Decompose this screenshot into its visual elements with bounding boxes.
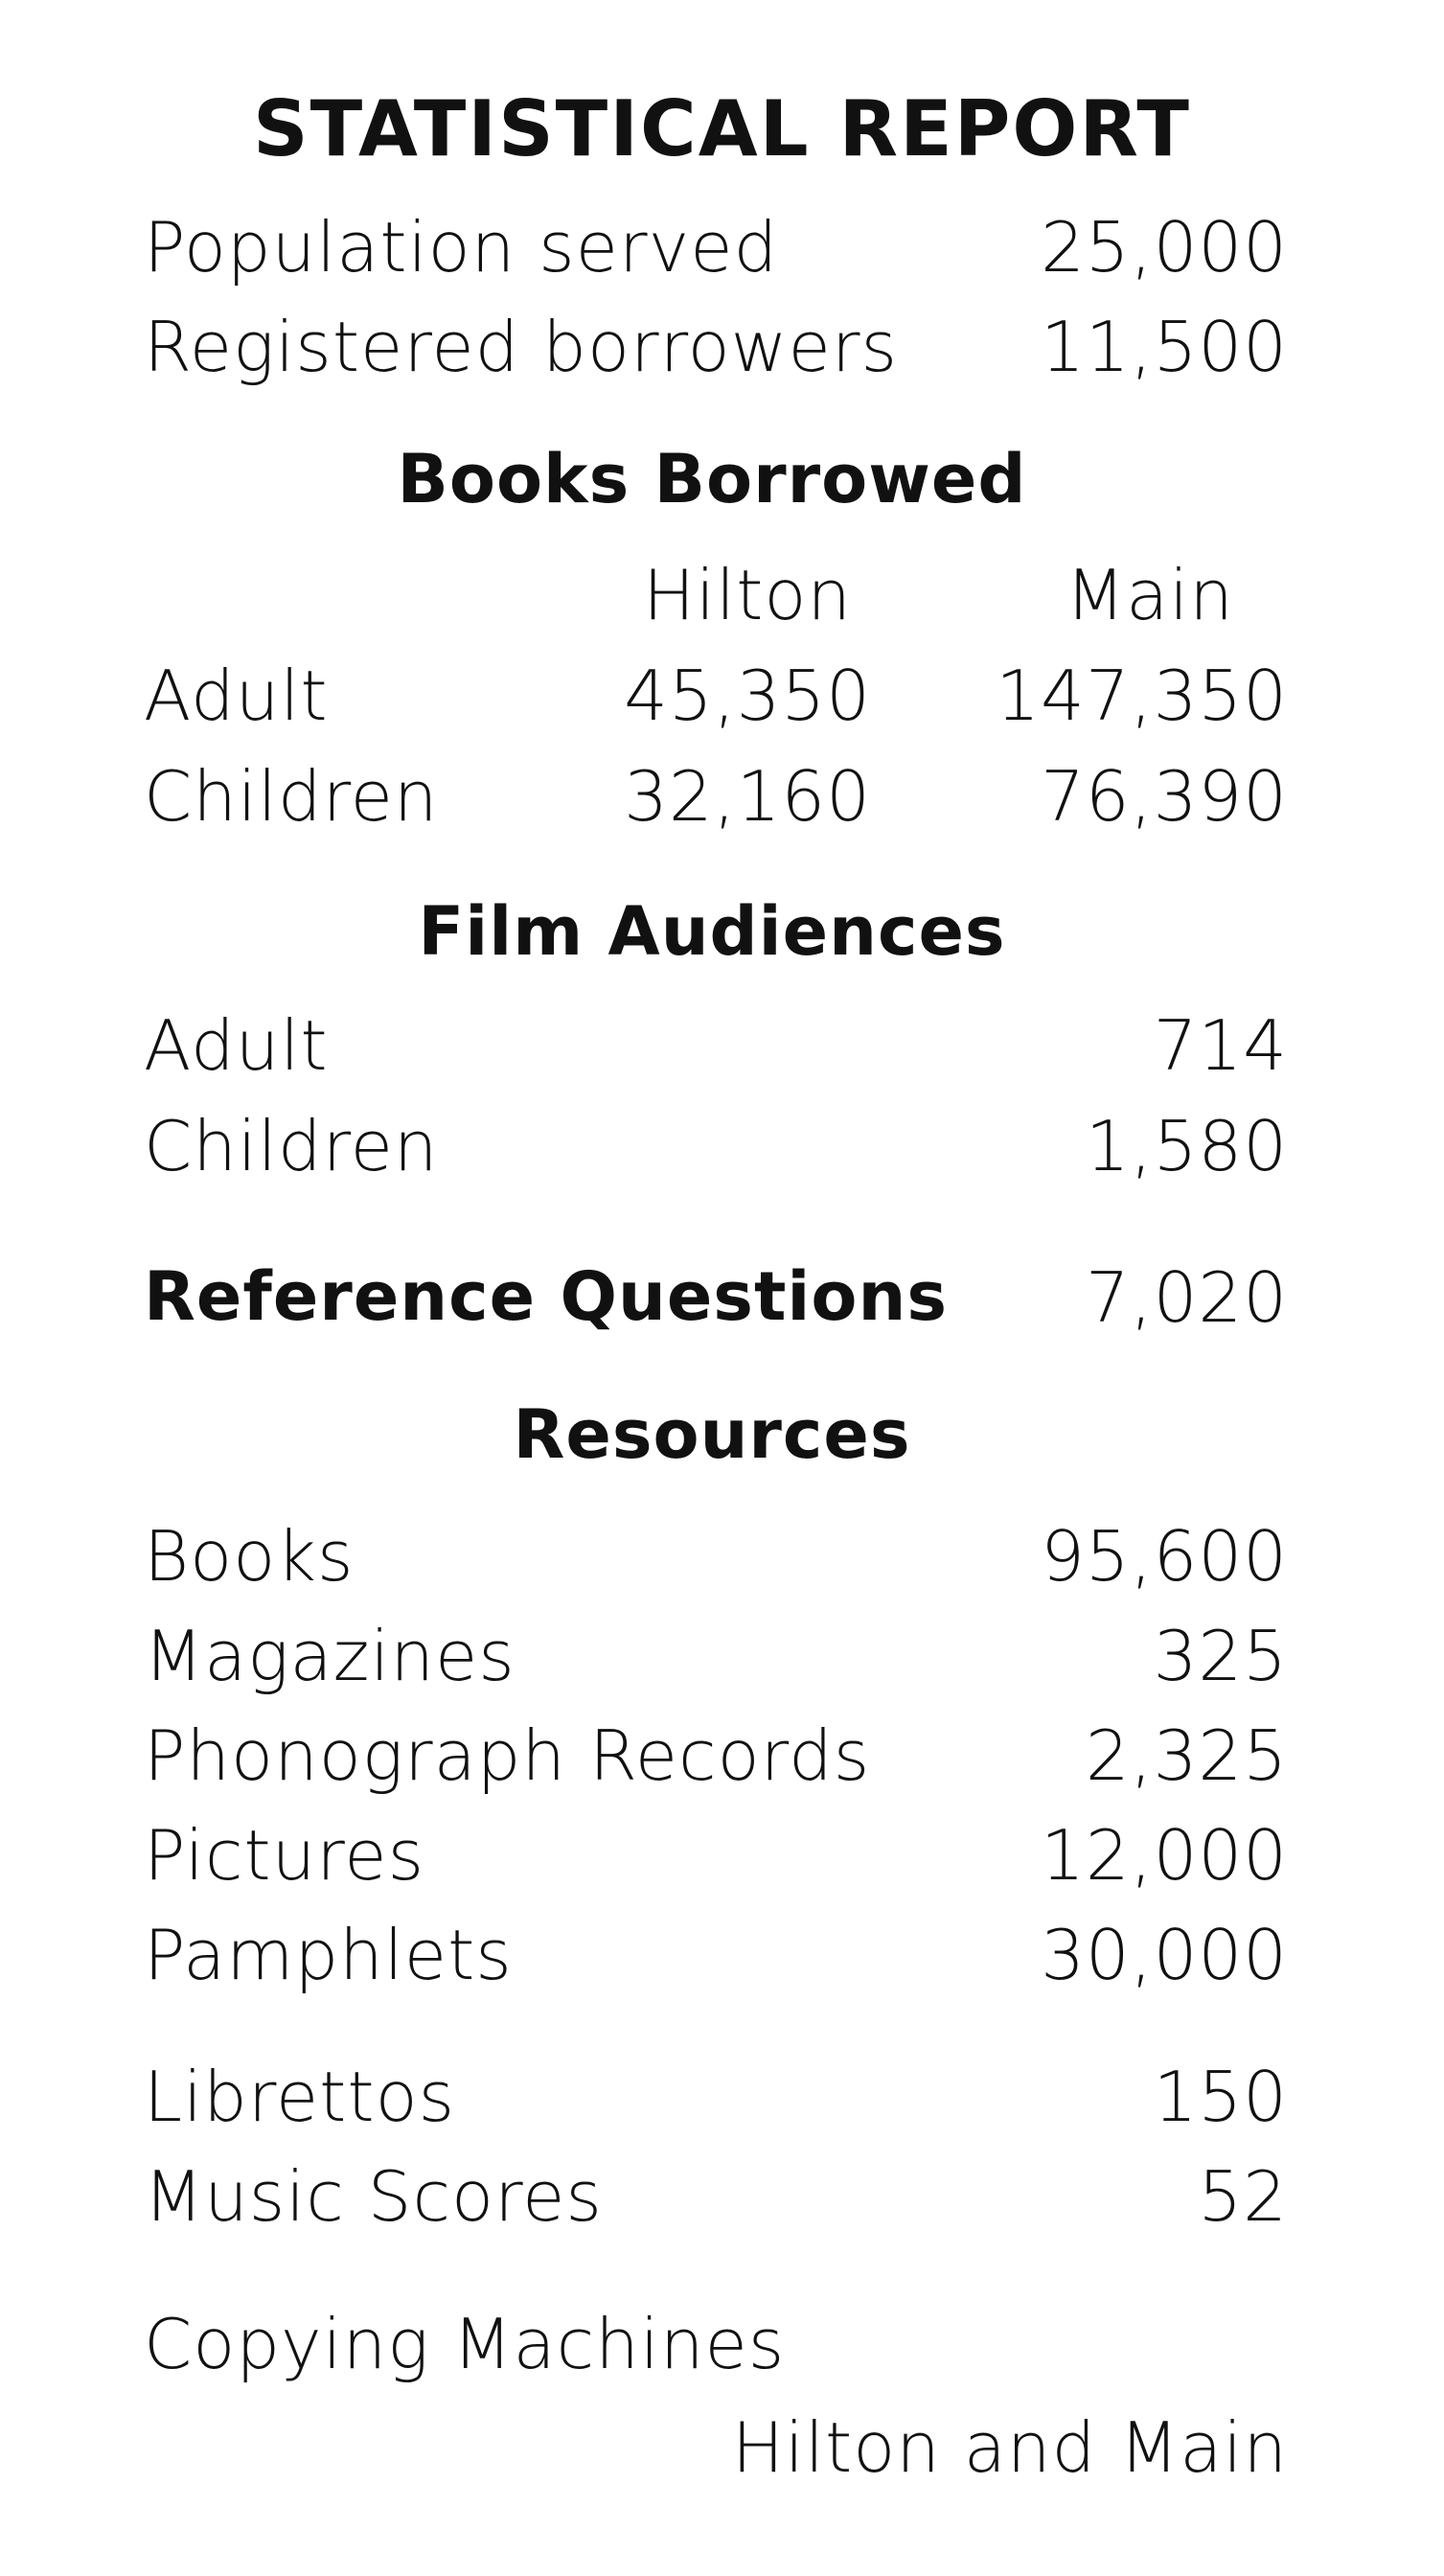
resource-music-scores-label: Music Scores: [144, 2156, 603, 2237]
film-children-label: Children: [144, 1106, 439, 1186]
population-served-label: Population served: [144, 207, 779, 288]
books-children-hilton-value: 32,160: [624, 756, 871, 837]
film-children-value: 1,580: [1085, 1106, 1288, 1186]
resource-magazines-label: Magazines: [144, 1616, 516, 1696]
resource-phonograph-records-value: 2,325: [1085, 1715, 1288, 1796]
books-adult-label: Adult: [144, 656, 329, 736]
books-children-main-value: 76,390: [1041, 756, 1288, 837]
film-adult-value: 714: [1153, 1005, 1288, 1086]
resource-librettos-value: 150: [1153, 2057, 1288, 2137]
resource-pamphlets-value: 30,000: [1041, 1915, 1288, 1995]
report-title: STATISTICAL REPORT: [253, 84, 1191, 173]
books-adult-hilton-value: 45,350: [624, 656, 871, 736]
resource-music-scores-value: 52: [1198, 2156, 1288, 2237]
reference-questions-label: Reference Questions: [144, 1257, 949, 1336]
registered-borrowers-label: Registered borrowers: [144, 307, 898, 387]
population-served-value: 25,000: [1041, 207, 1288, 288]
film-adult-label: Adult: [144, 1005, 329, 1086]
statistical-report-page: STATISTICAL REPORT Population served 25,000 Registered borrowers 11,500 Books Borrowed Hilton Main Adult 45,350 147,350 Children 32,160 76,390 Film Audiences Adult 714 Children 1,580 Reference Questions 7,020 Resources Books 95,600 Magazines 325 Phonograph Records 2,325 Pictures 12,000 Pamphlets 30,000 Librettos 150 Music Scores 52 Copying Machines Hilton and Main: [0, 0, 1444, 2576]
books-children-label: Children: [144, 756, 439, 837]
copying-machines-label: Copying Machines: [144, 2304, 786, 2384]
registered-borrowers-value: 11,500: [1041, 307, 1288, 387]
resource-pictures-value: 12,000: [1041, 1815, 1288, 1896]
resource-phonograph-records-label: Phonograph Records: [144, 1715, 871, 1796]
resource-pictures-label: Pictures: [144, 1815, 425, 1896]
resource-magazines-value: 325: [1153, 1616, 1288, 1696]
copying-machines-value: Hilton and Main: [731, 2407, 1288, 2488]
reference-questions-value: 7,020: [1085, 1257, 1288, 1338]
resource-pamphlets-label: Pamphlets: [144, 1915, 513, 1995]
resource-books-value: 95,600: [1041, 1516, 1288, 1597]
books-adult-main-value: 147,350: [996, 656, 1288, 736]
resource-librettos-label: Librettos: [144, 2057, 456, 2137]
resource-books-label: Books: [144, 1516, 355, 1597]
